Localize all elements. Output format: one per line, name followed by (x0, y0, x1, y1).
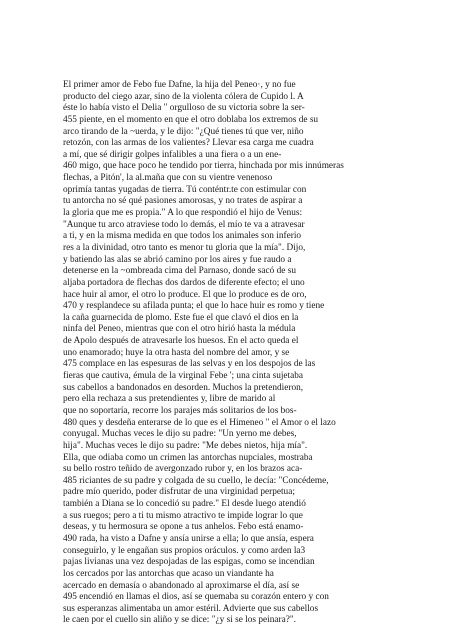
text-line: 455 piente, en el momento en que el otro doblaba los extremos de su (63, 114, 319, 125)
text-line: a mí, que sé dirigir golpes infalibles a una fiera o a un ene- (63, 149, 282, 160)
text-line: de Apolo después de atravesarle los huesos. En el acto queda el (63, 336, 299, 347)
text-line: 460 migo, que hace poco he tendido por tierra, hinchada por mis innúmeras (63, 161, 344, 172)
text-line: 495 encendió en llamas el dios, así se quemaba su corazón entero y con (63, 592, 329, 603)
text-line: a ti, y en la misma medida en que todos los animales son inferio (63, 231, 302, 242)
text-line: conseguirlo, y le engañan sus propios oráculos. y como arden la3 (63, 545, 306, 556)
text-line: uno enamorado; huye la otra hasta del nombre del amor, y se (63, 347, 290, 358)
text-line: también a Diana se lo concedió su padre." El desde luego atendió (63, 499, 306, 510)
text-line: ninfa del Peneo, mientras que con el otro hirió hasta la médula (63, 324, 296, 335)
text-line: tu antorcha no sé qué pasiones amorosas, y no trates de aspirar a (63, 196, 303, 207)
text-line: deseas, y tu hermosura se opone a tus anhelos. Febo está enamo- (63, 522, 304, 533)
text-line: 490 rada, ha visto a Dafne y ansía unirse a ella; lo que ansía, espera (63, 533, 314, 544)
text-line: retozón, con las armas de los valientes? Llevar esa carga me cuadra (63, 138, 314, 149)
text-line: sus esperanzas alimentaba un amor estéril. Advierte que sus cabellos (63, 603, 319, 614)
text-line: conyugal. Muchas veces le dijo su padre: "Un yerno me debes, (63, 429, 297, 440)
text-line: Ella, que odiaba como un crimen las antorchas nupciales, mostraba (63, 452, 313, 463)
text-line: 475 complace en las espesuras de las selvas y en los despojos de las (63, 359, 316, 370)
text-line: aljaba portadora de flechas dos dardos de diferente efecto; el uno (63, 277, 305, 288)
text-line: detenerse en la ~ombreada cima del Parnaso, donde sacó de su (63, 266, 296, 277)
text-line: 485 riciantes de su padre y colgada de su cuello, le decía: "Concédeme, (63, 475, 329, 486)
text-line: padre mío querido, poder disfrutar de una virginidad perpetua; (63, 487, 295, 498)
text-line: la gloria que me es propia." A lo que respondió el hijo de Venus: (63, 208, 303, 219)
text-line: fieras que cautiva, émula de la virginal Febe '; una cinta sujetaba (63, 371, 304, 382)
text-line: pero ella rechaza a sus pretendientes y, libre de marido al (63, 394, 276, 405)
text-line: acercado en demasía o abandonado al aproximarse el día, así se (63, 580, 300, 591)
text-line: hace huir al amor, el otro lo produce. El que lo produce es de oro, (63, 289, 307, 300)
text-line: pajas livianas una vez despojadas de las espigas, como se incendian (63, 557, 315, 568)
text-line: los cercados por las antorchas que acaso un viandante ha (63, 568, 274, 579)
text-line: hija". Muchas veces le dijo su padre: "Me debes nietos, hija mía". (63, 440, 308, 451)
text-line: oprimía tantas yugadas de tierra. Tú conténtr.te con estimular con (63, 184, 307, 195)
text-line: res a la divinidad, otro tanto es menor tu gloria que la mía". Dijo, (63, 242, 306, 253)
text-line: la caña guarnecida de plomo. Este fue el que clavó el dios en la (63, 312, 299, 323)
text-line: arco tirando de la ~uerda, y le dijo: "¿Qué tienes tú que ver, niño (63, 126, 304, 137)
text-line: producto del ciego azar, sino de la violenta cólera de Cupido l. A (63, 91, 304, 102)
text-line: éste lo había visto el Delia " orgulloso de su victoria sobre la ser- (63, 103, 305, 114)
text-line: 480 ques y desdeña enterarse de lo que es el Himeneo " el Amor o el lazo (63, 417, 336, 428)
text-line: "Aunque tu arco atraviese todo lo demás, el mío te va a atravesar (63, 219, 305, 230)
text-line: 470 y resplandece su afilada punta; el que lo hace huir es romo y tiene (63, 301, 325, 312)
text-line: le caen por el cuello sin aliño y se dice: "¿y si se los peinara?". (63, 615, 296, 626)
text-line: su bello rostro teñido de avergonzado rubor y, en los brazos aca- (63, 464, 303, 475)
text-line: sus cabellos a bandonados en desorden. Muchos la pretendieron, (63, 382, 304, 393)
body-text (63, 80, 393, 627)
text-line: flechas, a Pitón', la al.maña que con su vientre venenoso (63, 173, 273, 184)
text-line: a sus ruegos; pero a ti tu mismo atractivo te impide lograr lo que (63, 510, 303, 521)
text-line: y batiendo las alas se abrió camino por los aires y fue raudo a (63, 254, 292, 265)
text-line: El primer amor de Febo fue Dafne, la hija del Peneo·, y no fue (63, 80, 296, 90)
text-line: que no soportaría, recorre los parajes más solitarios de los bos- (63, 405, 297, 416)
